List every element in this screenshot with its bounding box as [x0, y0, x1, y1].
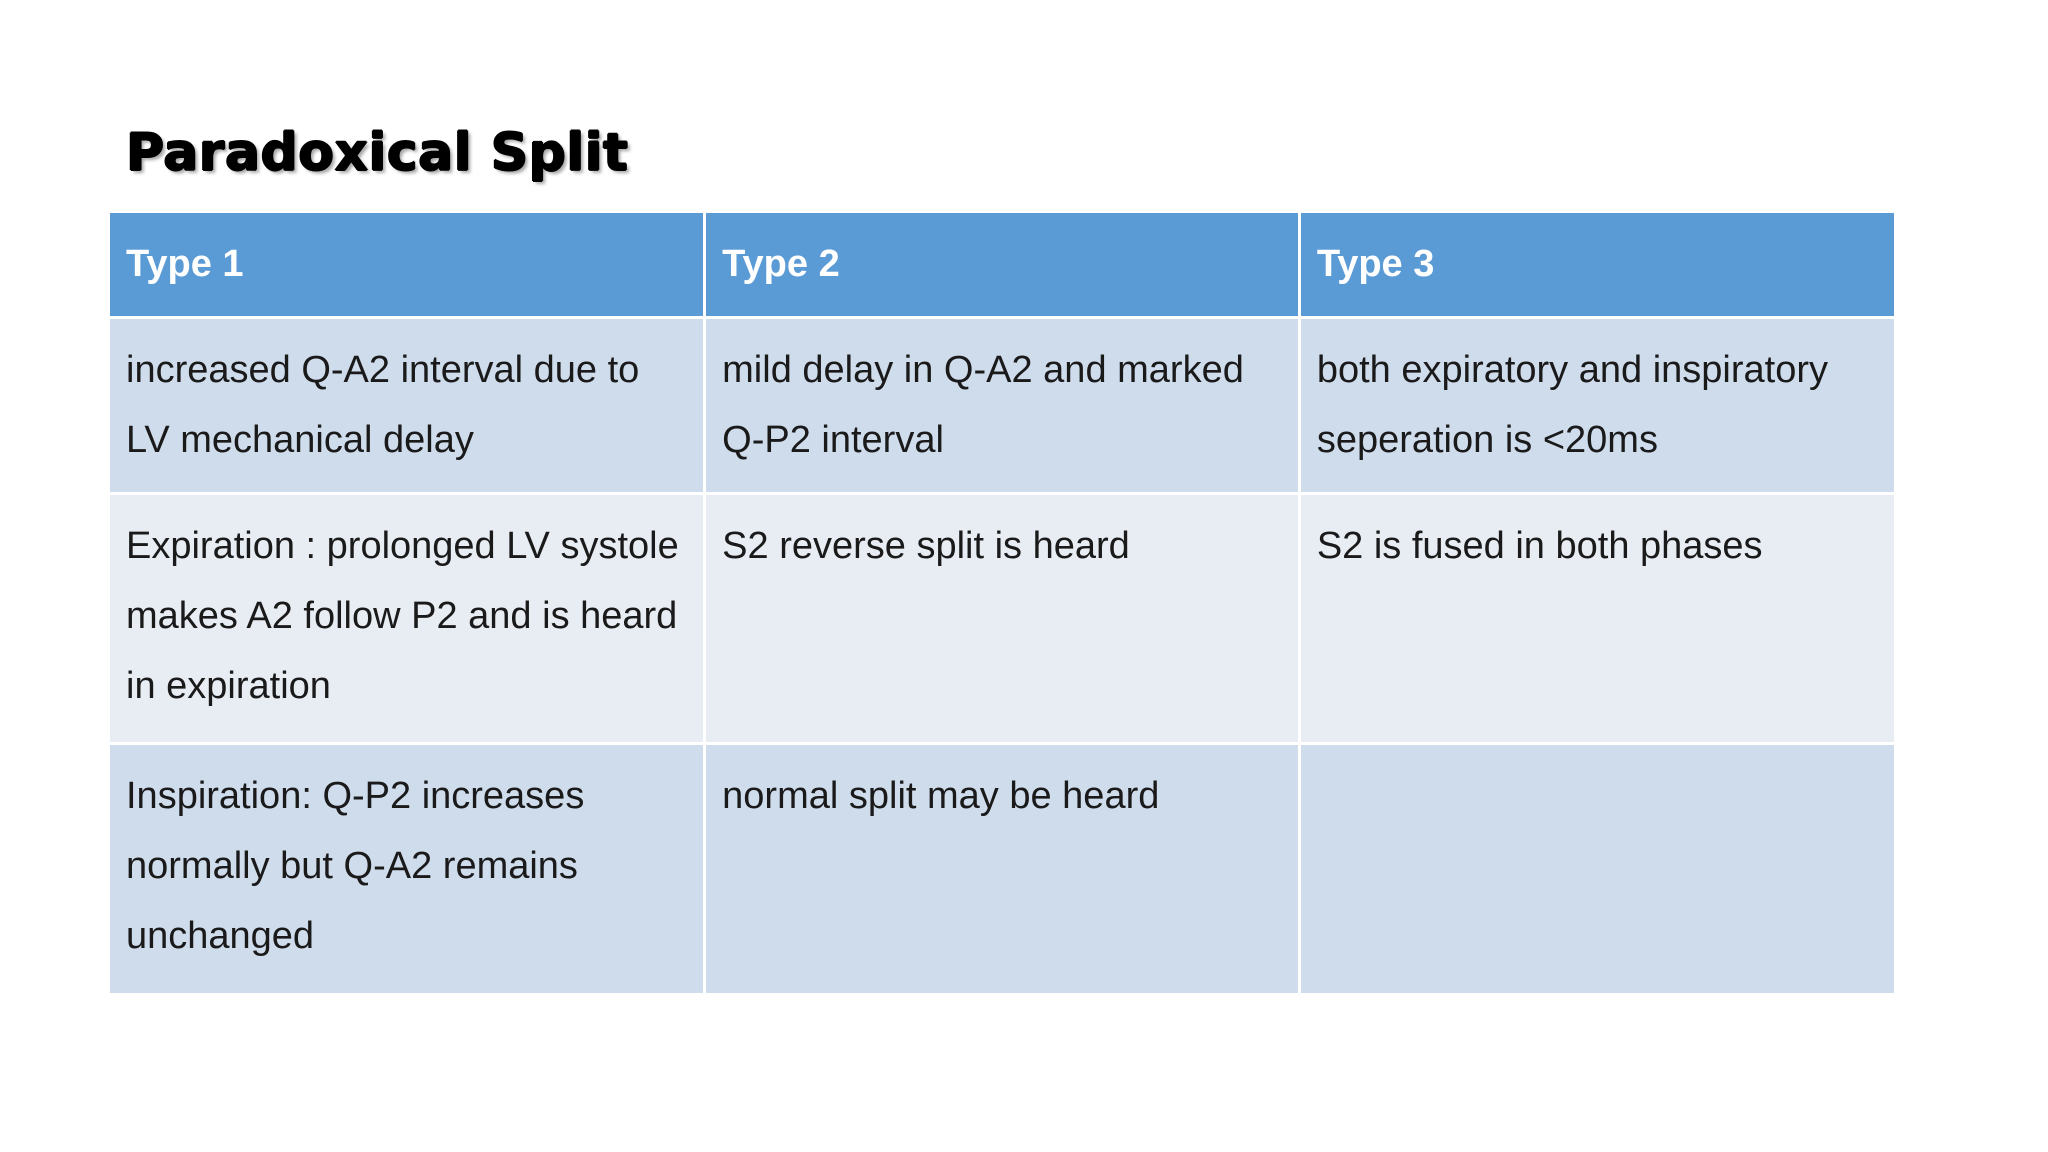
table-header-row [110, 213, 1894, 317]
header-type-3: Type 3 [1299, 213, 1894, 317]
table-cell: S2 reverse split is heard [705, 493, 1300, 743]
table-cell: Expiration : prolonged LV systole makes A2 follow P2 and is heard in expiration [110, 493, 705, 743]
comparison-table [110, 213, 1894, 993]
table-cell: Inspiration: Q-P2 increases normally but Q-A2 remains unchanged [110, 743, 705, 993]
comparison-table-container [110, 213, 1894, 993]
table-row [110, 743, 1894, 993]
header-type-2: Type 2 [705, 213, 1300, 317]
table-cell: increased Q-A2 interval due to LV mechanical delay [110, 317, 705, 493]
table-cell: normal split may be heard [705, 743, 1300, 993]
header-type-1: Type 1 [110, 213, 705, 317]
slide-title: Paradoxical Split [126, 123, 629, 183]
table-cell [1299, 743, 1894, 993]
table-cell: S2 is fused in both phases [1299, 493, 1894, 743]
table-cell: mild delay in Q-A2 and marked Q-P2 interval [705, 317, 1300, 493]
table-cell: both expiratory and inspiratory seperation is <20ms [1299, 317, 1894, 493]
table-row [110, 493, 1894, 743]
table-row [110, 317, 1894, 493]
